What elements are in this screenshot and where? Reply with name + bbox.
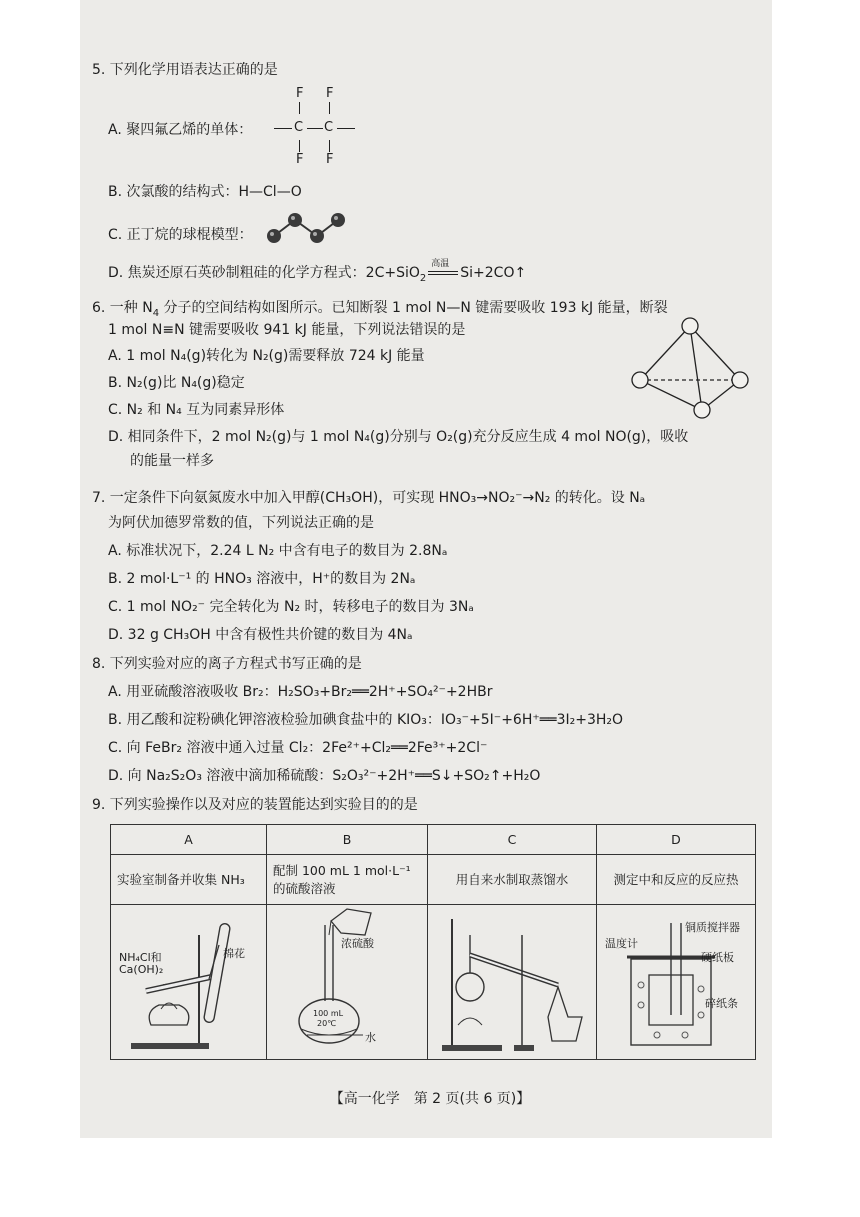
q8-option-b: B. 用乙酸和淀粉碘化钾溶液检验加碘食盐中的 KIO₃：IO₃⁻+5I⁻+6H⁺══3I₂+3H₂O xyxy=(108,712,624,728)
col-header-a: A xyxy=(111,825,267,855)
apparatus-d xyxy=(597,905,756,1060)
q7-stem-line2: 为阿伏加德罗常数的值，下列说法正确的是 xyxy=(108,515,374,531)
q8-option-a: A. 用亚硫酸溶液吸收 Br₂：H₂SO₃+Br₂══2H⁺+SO₄²⁻+2HBr xyxy=(108,684,493,700)
q6-stem: 6. 一种 $N_4$ 分子的空间结构如图所示。已知断裂 1 mol N—N 键需要吸收 193 kJ 能量，断裂 xyxy=(92,300,668,319)
label-acid: 浓硫酸 xyxy=(341,937,374,951)
q8-option-d: D. 向 Na₂S₂O₃ 溶液中滴加稀硫酸：S₂O₃²⁻+2H⁺══S↓+SO₂↑+H₂O xyxy=(108,768,541,784)
q5-d-product: Si+2CO↑ xyxy=(460,265,527,281)
apparatus-c xyxy=(428,905,597,1060)
label-flask: 100 mL xyxy=(313,1009,344,1019)
label-flask: 20℃ xyxy=(317,1019,337,1029)
apparatus-b xyxy=(267,905,428,1060)
label-paper: 碎纸条 xyxy=(705,997,738,1011)
q7-option-d: D. 32 g CH₃OH 中含有极性共价键的数目为 4Nₐ xyxy=(108,627,413,643)
reaction-condition: 高温 xyxy=(431,259,450,269)
q9-stem: 9. 下列实验操作以及对应的装置能达到实验目的的是 xyxy=(92,797,418,813)
label-water: 水 xyxy=(365,1031,376,1045)
q5-d-sub: 2 xyxy=(419,272,427,284)
q5-option-b: B. 次氯酸的结构式：H—Cl—O xyxy=(108,184,302,200)
desc-c: 用自来水制取蒸馏水 xyxy=(428,854,597,904)
q6-option-d-line2: 的能量一样多 xyxy=(130,453,214,469)
ammonia-prep-apparatus xyxy=(111,905,271,1055)
q8-stem: 8. 下列实验对应的离子方程式书写正确的是 xyxy=(92,656,362,672)
struct-f: F xyxy=(326,86,334,101)
butane-ball-stick-model xyxy=(262,206,352,246)
q7-option-c: C. 1 mol NO₂⁻ 完全转化为 N₂ 时，转移电子的数目为 3Nₐ xyxy=(108,599,474,615)
label-stirrer: 铜质搅拌器 xyxy=(685,921,740,935)
struct-f: F xyxy=(326,152,334,167)
desc-b: 配制 100 mL 1 mol·L⁻¹ 的硫酸溶液 xyxy=(267,854,428,904)
label-thermometer: 温度计 xyxy=(605,937,638,951)
struct-f: F xyxy=(296,86,304,101)
tetrafluoroethylene-structure xyxy=(272,88,362,168)
q6-option-d: D. 相同条件下，2 mol N₂(g)与 1 mol N₄(g)分别与 O₂(g)充分反应生成 4 mol NO(g)，吸收 xyxy=(108,429,689,445)
q5-d-text: D. 焦炭还原石英砂制粗硅的化学方程式：2C+SiO xyxy=(108,265,420,281)
q5-option-c: C. 正丁烷的球棍模型： xyxy=(108,227,253,243)
struct-f: F xyxy=(296,152,304,167)
q7-option-b: B. 2 mol·L⁻¹ 的 HNO₃ 溶液中，H⁺的数目为 2Nₐ xyxy=(108,571,416,587)
label-cotton: 棉花 xyxy=(223,947,245,961)
q6-option-a: A. 1 mol N₄(g)转化为 N₂(g)需要释放 724 kJ 能量 xyxy=(108,348,425,364)
q6-option-c: C. N₂ 和 N₄ 互为同素异形体 xyxy=(108,402,285,418)
q7-option-a: A. 标准状况下，2.24 L N₂ 中含有电子的数目为 2.8Nₐ xyxy=(108,543,448,559)
q6-option-b: B. N₂(g)比 N₄(g)稳定 xyxy=(108,375,245,391)
q8-option-c: C. 向 FeBr₂ 溶液中通入过量 Cl₂：2Fe²⁺+Cl₂══2Fe³⁺+2Cl⁻ xyxy=(108,740,488,756)
label-board: 硬纸板 xyxy=(701,951,734,965)
desc-d: 测定中和反应的反应热 xyxy=(597,854,756,904)
q5-option-d xyxy=(108,259,527,288)
col-header-c: C xyxy=(428,825,597,855)
q7-stem: 7. 一定条件下向氨氮废水中加入甲醇(CH₃OH)，可实现 HNO₃→NO₂⁻→N₂ 的转化。设 Nₐ xyxy=(92,490,646,506)
q5-stem: 5. 下列化学用语表达正确的是 xyxy=(92,62,278,78)
q9-experiment-table xyxy=(110,824,756,1060)
label-reagent: Ca(OH)₂ xyxy=(119,963,164,977)
q5-option-a: A. 聚四氟乙烯的单体： xyxy=(108,122,253,138)
volumetric-flask-apparatus xyxy=(267,905,427,1055)
struct-c: C xyxy=(294,120,304,135)
struct-c: C xyxy=(324,120,334,135)
label-reagent: NH₄Cl和 xyxy=(119,951,162,965)
page-footer: 【高一化学 第 2 页(共 6 页)】 xyxy=(329,1091,531,1107)
desc-a: 实验室制备并收集 NH₃ xyxy=(111,854,267,904)
distillation-apparatus xyxy=(428,905,596,1055)
q6-stem-line2: 1 mol N≡N 键需要吸收 941 kJ 能量，下列说法错误的是 xyxy=(108,322,466,338)
col-header-b: B xyxy=(267,825,428,855)
col-header-d: D xyxy=(597,825,756,855)
apparatus-a xyxy=(111,905,267,1060)
n4-tetrahedron-diagram xyxy=(628,314,754,422)
